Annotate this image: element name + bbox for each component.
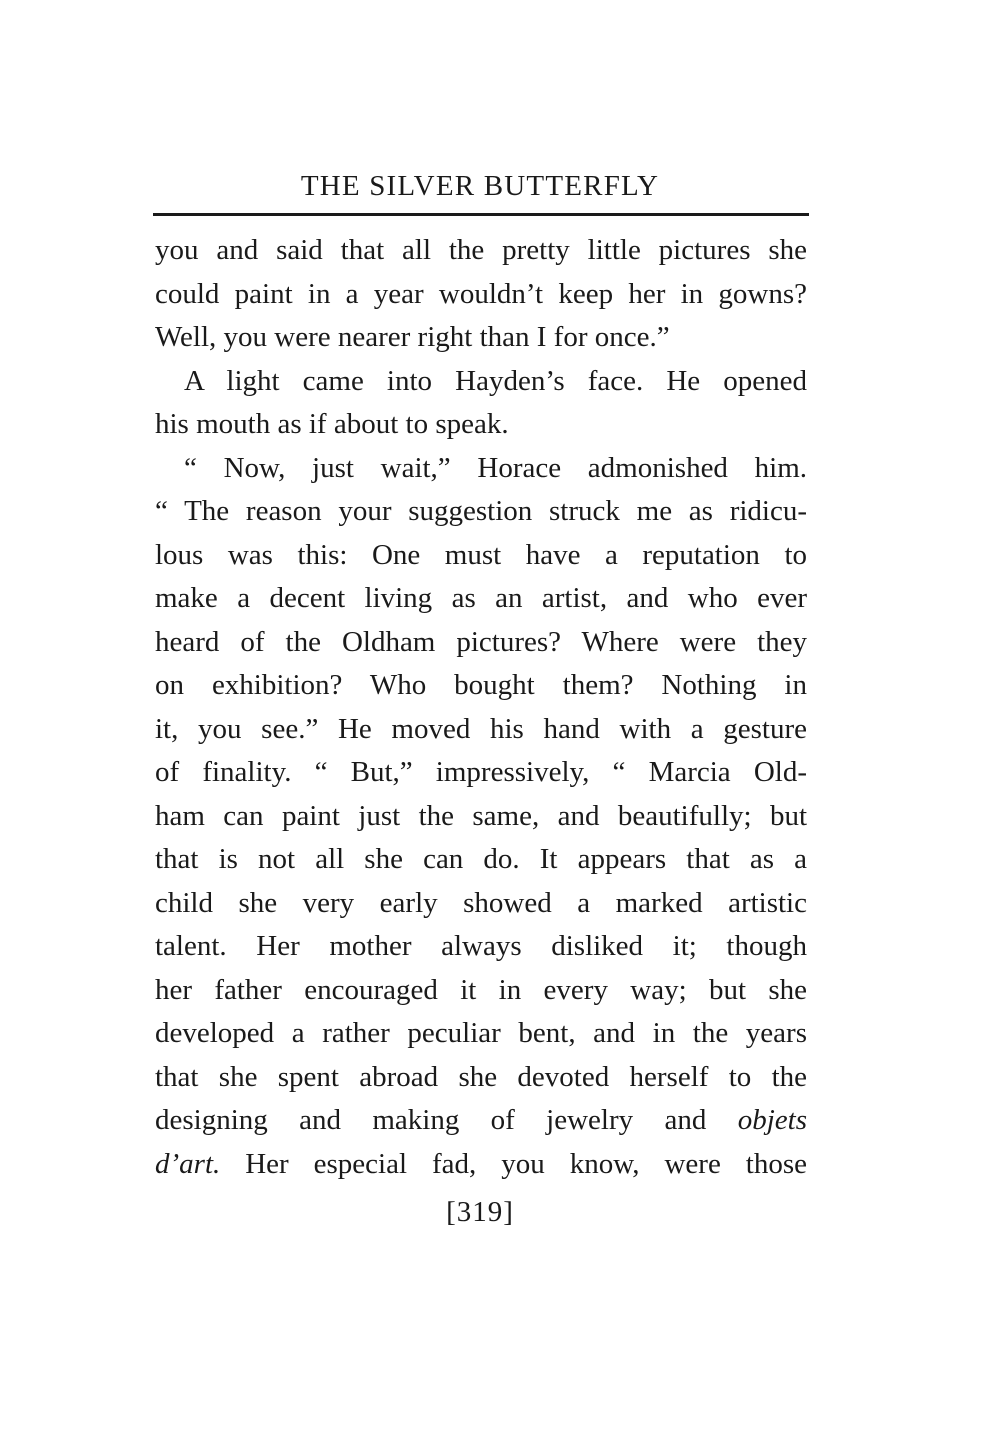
text-line: ham can paint just the same, and beautifully; but <box>155 799 807 832</box>
text-line: heard of the Oldham pictures? Where were they <box>155 625 807 658</box>
text-line: that is not all she can do. It appears that as a <box>155 843 807 875</box>
text-line: you and said that all the pretty little pictures she <box>155 234 807 266</box>
text-line: his mouth as if about to speak. <box>155 408 509 440</box>
text-segment: designing and making of jewelry and <box>155 1104 707 1136</box>
text-line: of finality. “ But,” impressively, “ Marcia Old- <box>155 756 807 788</box>
italic-word: d’art. <box>155 1147 221 1180</box>
text-line: that she spent abroad she devoted herself to the <box>155 1060 807 1093</box>
text-line: lous was this: One must have a reputation to <box>155 538 807 571</box>
text-line-with-italic <box>155 1143 807 1187</box>
text-line: A light came into Hayden’s face. He opened <box>184 364 807 397</box>
running-head: THE SILVER BUTTERFLY <box>300 170 660 202</box>
text-segment: Her especial fad, you know, were those <box>245 1147 807 1180</box>
text-line: talent. Her mother always disliked it; though <box>155 930 807 962</box>
text-line: make a decent living as an artist, and who ever <box>155 582 807 614</box>
text-line: her father encouraged it in every way; but she <box>155 973 807 1006</box>
text-line: Well, you were nearer right than I for once.” <box>155 321 670 353</box>
text-line-with-italic <box>155 1099 807 1143</box>
text-line: child she very early showed a marked artistic <box>155 886 807 919</box>
text-line: on exhibition? Who bought them? Nothing in <box>155 669 807 701</box>
header-rule <box>153 213 809 216</box>
text-line: it, you see.” He moved his hand with a gesture <box>155 712 807 745</box>
italic-word: objets <box>737 1104 808 1136</box>
body-text <box>155 229 807 1186</box>
text-line: developed a rather peculiar bent, and in the years <box>155 1017 807 1049</box>
page-number: [319] <box>446 1196 514 1228</box>
text-line: “ The reason your suggestion struck me as ridicu- <box>155 495 807 527</box>
text-line: “ Now, just wait,” Horace admonished him. <box>184 451 807 484</box>
text-line: could paint in a year wouldn’t keep her in gowns? <box>155 277 807 310</box>
